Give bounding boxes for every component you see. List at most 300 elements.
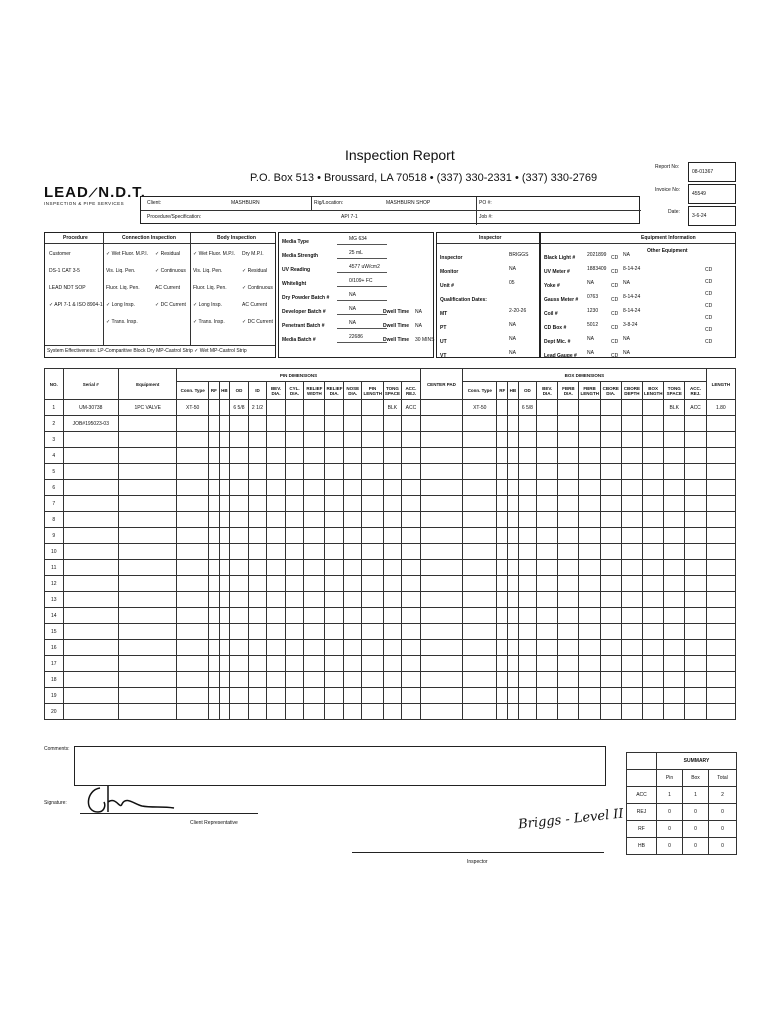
pin-cell — [248, 416, 267, 432]
box-cell — [508, 480, 519, 496]
pin-cell — [177, 576, 209, 592]
equipment-cd: CD — [611, 255, 619, 261]
media-label: Media Batch # — [282, 337, 316, 343]
box-cell — [579, 528, 600, 544]
box-cell — [643, 704, 664, 720]
pin-cell — [383, 640, 402, 656]
pin-cell — [383, 416, 402, 432]
box-cell — [537, 608, 558, 624]
table-row — [45, 544, 736, 560]
pin-cell — [304, 432, 325, 448]
media-value: NA — [349, 292, 356, 298]
box-cell — [579, 512, 600, 528]
box-cell — [508, 672, 519, 688]
table-row — [45, 400, 736, 416]
summary-row — [627, 787, 737, 804]
pin-cell — [230, 576, 249, 592]
pin-cell — [325, 544, 344, 560]
pin-cell — [402, 704, 421, 720]
box-cell — [600, 416, 621, 432]
box-cell — [518, 672, 537, 688]
pin-cell — [209, 464, 220, 480]
procedure-section — [44, 232, 276, 358]
pin-cell — [209, 512, 220, 528]
rig-value: MASHBURN SHOP — [386, 200, 431, 206]
pin-cell — [177, 656, 209, 672]
pin-cell — [343, 464, 362, 480]
box-cell — [558, 608, 579, 624]
row-serial — [63, 480, 119, 496]
box-cell — [508, 640, 519, 656]
box-cell — [497, 560, 508, 576]
row-serial — [63, 496, 119, 512]
pin-cell — [209, 576, 220, 592]
pin-cell — [343, 592, 362, 608]
media-value: 22686 — [349, 334, 363, 340]
box-cell — [685, 704, 706, 720]
pin-cell — [362, 640, 383, 656]
box-cell — [643, 480, 664, 496]
equipment-serial: 2021899 — [587, 252, 607, 258]
row-serial — [63, 688, 119, 704]
pin-cell — [219, 576, 230, 592]
box-cell — [558, 512, 579, 528]
row-equipment — [119, 560, 177, 576]
box-cell — [664, 688, 685, 704]
pin-cell — [267, 656, 286, 672]
box-cell — [497, 480, 508, 496]
box-cell — [558, 624, 579, 640]
pin-cell — [285, 704, 304, 720]
box-col: CBORE DIA. — [600, 382, 621, 400]
box-cell — [463, 560, 497, 576]
box-cell — [621, 448, 642, 464]
row-number: 8 — [45, 512, 64, 528]
pin-cell — [267, 672, 286, 688]
box-cell — [537, 544, 558, 560]
box-cell — [508, 416, 519, 432]
length-cell — [706, 640, 735, 656]
box-cell — [600, 448, 621, 464]
box-cell — [664, 528, 685, 544]
connection-method: ✓ Trans. Insp. — [106, 319, 138, 325]
connection-inspection-head: Connection Inspection — [122, 235, 176, 241]
pin-cell — [209, 416, 220, 432]
pin-cell — [383, 704, 402, 720]
date-label: Date: — [668, 209, 680, 215]
pin-cell — [383, 544, 402, 560]
box-cell: XT-50 — [463, 400, 497, 416]
pin-cell — [267, 400, 286, 416]
pin-cell — [219, 496, 230, 512]
pin-cell — [219, 592, 230, 608]
row-serial — [63, 528, 119, 544]
box-cell — [579, 672, 600, 688]
dwell-time-label: Dwell Time — [383, 337, 410, 343]
box-cell — [518, 704, 537, 720]
box-cell — [600, 704, 621, 720]
box-cell — [600, 672, 621, 688]
client-label: Client: — [147, 200, 162, 206]
box-cell — [621, 672, 642, 688]
pin-cell — [248, 448, 267, 464]
pin-col: Conn. Type — [177, 382, 209, 400]
row-serial — [63, 512, 119, 528]
pin-cell — [267, 592, 286, 608]
box-cell — [685, 544, 706, 560]
box-cell — [508, 400, 519, 416]
equipment-cd: CD — [611, 283, 619, 289]
table-row — [45, 576, 736, 592]
pin-cell — [230, 640, 249, 656]
pin-cell — [177, 544, 209, 560]
pin-cell — [383, 656, 402, 672]
box-cell — [463, 528, 497, 544]
pin-cell — [219, 528, 230, 544]
summary-row — [627, 804, 737, 821]
date-value: 3-6-24 — [688, 206, 736, 226]
report-title: Inspection Report — [345, 147, 455, 163]
connection-method: Vis. Liq. Pen. — [106, 268, 136, 274]
col-equipment: Equipment — [119, 369, 177, 400]
box-cell — [558, 576, 579, 592]
row-equipment — [119, 528, 177, 544]
media-label: Whitelight — [282, 281, 307, 287]
pin-cell — [402, 688, 421, 704]
summary-col-box: Box — [683, 770, 709, 787]
row-serial — [63, 544, 119, 560]
summary-pin: 0 — [657, 804, 683, 821]
pin-cell — [230, 656, 249, 672]
row-equipment — [119, 480, 177, 496]
pin-cell — [267, 448, 286, 464]
pin-cell — [209, 688, 220, 704]
row-number: 4 — [45, 448, 64, 464]
pin-cell — [304, 608, 325, 624]
procedure-head: Procedure — [63, 235, 88, 241]
box-cell — [463, 416, 497, 432]
center-pad-cell — [420, 704, 462, 720]
equipment-label: Gauss Meter # — [544, 297, 579, 303]
row-equipment — [119, 592, 177, 608]
box-cell — [508, 544, 519, 560]
logo-ndt: N.D.T. — [98, 184, 146, 201]
box-cell — [621, 640, 642, 656]
media-value: 4577 uW/cm2 — [349, 264, 380, 270]
pin-cell — [304, 704, 325, 720]
pin-cell — [325, 576, 344, 592]
box-cell — [537, 496, 558, 512]
dwell-time-value: NA — [415, 323, 422, 329]
box-col: FBRB LENGTH — [579, 382, 600, 400]
pin-cell — [248, 496, 267, 512]
box-cell — [643, 496, 664, 512]
media-label: Dry Powder Batch # — [282, 295, 330, 301]
summary-head: SUMMARY — [657, 753, 737, 770]
media-value: MG 634 — [349, 236, 367, 242]
row-equipment: 1PC VALVE — [119, 400, 177, 416]
row-number: 19 — [45, 688, 64, 704]
box-cell — [497, 528, 508, 544]
equipment-serial: NA — [587, 280, 594, 286]
equipment-label: Black Light # — [544, 255, 576, 261]
summary-table — [626, 752, 737, 855]
inspector-section — [436, 232, 540, 358]
pin-col: BEV. DIA. — [267, 382, 286, 400]
row-number: 2 — [45, 416, 64, 432]
box-cell — [558, 464, 579, 480]
job-label: Job #: — [479, 214, 493, 220]
box-cell — [600, 496, 621, 512]
box-cell — [518, 512, 537, 528]
box-cell — [643, 608, 664, 624]
comments-label: Comments: — [44, 746, 70, 752]
pin-cell — [209, 672, 220, 688]
pin-cell — [230, 464, 249, 480]
box-cell — [579, 464, 600, 480]
pin-cell — [219, 448, 230, 464]
pin-cell — [325, 448, 344, 464]
row-number: 17 — [45, 656, 64, 672]
box-cell — [579, 448, 600, 464]
connection-option: AC Current — [155, 285, 181, 291]
box-cell — [621, 496, 642, 512]
box-cell — [621, 512, 642, 528]
pin-cell — [362, 656, 383, 672]
pin-cell — [383, 560, 402, 576]
box-cell — [685, 576, 706, 592]
box-cell — [558, 560, 579, 576]
box-cell — [600, 592, 621, 608]
center-pad-cell — [420, 464, 462, 480]
media-value: NA — [349, 306, 356, 312]
logo-main: LEAD — [44, 184, 89, 201]
center-pad-cell — [420, 560, 462, 576]
pin-cell — [402, 496, 421, 512]
box-cell — [558, 496, 579, 512]
pin-cell — [343, 576, 362, 592]
pin-cell — [343, 624, 362, 640]
pin-cell — [248, 672, 267, 688]
box-cell: 6 5/8 — [518, 400, 537, 416]
box-cell — [463, 576, 497, 592]
pin-cell — [209, 544, 220, 560]
box-cell — [621, 688, 642, 704]
box-cell — [497, 688, 508, 704]
equipment-label: Coil # — [544, 311, 558, 317]
box-cell — [518, 592, 537, 608]
pin-cell — [267, 704, 286, 720]
box-col: HB — [508, 382, 519, 400]
box-cell — [497, 400, 508, 416]
inspector-label-row: PT — [440, 325, 447, 331]
pin-cell — [362, 688, 383, 704]
pin-cell — [248, 544, 267, 560]
pin-cell — [362, 528, 383, 544]
pin-cell — [248, 480, 267, 496]
pin-cell — [285, 512, 304, 528]
body-method: ✓ Wet Fluor. M.P.I. — [193, 251, 236, 257]
other-equipment-cd: CD — [705, 315, 713, 321]
pin-cell — [304, 656, 325, 672]
pin-cell — [267, 560, 286, 576]
pin-cell — [248, 528, 267, 544]
box-cell — [579, 592, 600, 608]
pin-cell — [343, 448, 362, 464]
box-cell — [508, 464, 519, 480]
box-cell — [508, 688, 519, 704]
summary-box: 0 — [683, 838, 709, 855]
length-cell: 1.80 — [706, 400, 735, 416]
pin-cell — [209, 432, 220, 448]
box-cell — [518, 432, 537, 448]
pin-cell — [343, 704, 362, 720]
box-cell — [664, 592, 685, 608]
box-cell — [537, 640, 558, 656]
summary-label: ACC — [627, 787, 657, 804]
box-cell — [621, 432, 642, 448]
body-inspection-head: Body Inspection — [217, 235, 256, 241]
pin-cell — [304, 624, 325, 640]
box-cell — [558, 544, 579, 560]
row-serial — [63, 448, 119, 464]
pin-cell — [177, 592, 209, 608]
box-cell — [685, 432, 706, 448]
pin-cell — [325, 432, 344, 448]
body-method: ✓ Trans. Insp. — [193, 319, 225, 325]
pin-cell — [304, 688, 325, 704]
body-option: AC Current — [242, 302, 268, 308]
pin-cell — [402, 512, 421, 528]
pin-cell — [402, 672, 421, 688]
comments-box — [74, 746, 606, 786]
row-number: 11 — [45, 560, 64, 576]
pin-cell — [230, 416, 249, 432]
pin-cell — [177, 608, 209, 624]
box-cell: ACC — [685, 400, 706, 416]
pin-cell — [230, 448, 249, 464]
pin-cell — [219, 512, 230, 528]
box-cell — [463, 464, 497, 480]
pin-cell — [177, 688, 209, 704]
pin-cell — [304, 640, 325, 656]
inspector-value: 05 — [509, 280, 515, 286]
row-number: 7 — [45, 496, 64, 512]
box-cell — [685, 512, 706, 528]
center-pad-cell — [420, 496, 462, 512]
row-equipment — [119, 544, 177, 560]
box-cell — [508, 656, 519, 672]
equipment-date: 8-14-24 — [623, 266, 641, 272]
row-equipment — [119, 656, 177, 672]
pin-cell — [362, 496, 383, 512]
pin-cell — [248, 624, 267, 640]
row-number: 18 — [45, 672, 64, 688]
box-cell — [664, 512, 685, 528]
pin-cell — [267, 576, 286, 592]
pin-cell — [362, 576, 383, 592]
box-cell — [537, 624, 558, 640]
pin-col: RELIEF DIA. — [325, 382, 344, 400]
table-row — [45, 640, 736, 656]
box-cell — [518, 464, 537, 480]
pin-cell — [402, 576, 421, 592]
pin-cell — [325, 672, 344, 688]
other-equipment-cd: CD — [705, 339, 713, 345]
pin-cell — [325, 704, 344, 720]
equipment-label: Lead Gauge # — [544, 353, 577, 359]
row-number: 3 — [45, 432, 64, 448]
box-cell — [508, 592, 519, 608]
inspector-label-row: Unit # — [440, 283, 454, 289]
box-cell — [643, 416, 664, 432]
box-cell — [508, 432, 519, 448]
table-row — [45, 432, 736, 448]
box-cell — [537, 432, 558, 448]
media-label: Developer Batch # — [282, 309, 326, 315]
pin-cell — [230, 496, 249, 512]
pin-cell: XT-50 — [177, 400, 209, 416]
table-row — [45, 608, 736, 624]
row-equipment — [119, 672, 177, 688]
pin-cell — [304, 400, 325, 416]
pin-cell — [230, 704, 249, 720]
media-section — [278, 232, 434, 358]
pin-cell — [267, 496, 286, 512]
length-cell — [706, 576, 735, 592]
box-cell — [579, 576, 600, 592]
pin-cell — [402, 448, 421, 464]
box-cell — [558, 416, 579, 432]
logo-subtitle: INSPECTION & PIPE SERVICES — [44, 201, 125, 206]
table-row — [45, 416, 736, 432]
box-col: ACC. REJ. — [685, 382, 706, 400]
box-cell — [664, 416, 685, 432]
box-cell — [558, 480, 579, 496]
length-cell — [706, 608, 735, 624]
procedure-item: ✓ API 7-1 & ISO 8904-1 — [49, 302, 103, 308]
box-cell — [600, 528, 621, 544]
box-cell — [621, 544, 642, 560]
summary-box: 1 — [683, 787, 709, 804]
box-cell — [685, 672, 706, 688]
equipment-serial: NA — [587, 350, 594, 356]
pin-cell — [304, 528, 325, 544]
inspector-label-row: Qualification Dates: — [440, 297, 487, 303]
center-pad-cell — [420, 576, 462, 592]
client-representative-label: Client Representative — [190, 820, 238, 826]
dwell-time-label: Dwell Time — [383, 323, 410, 329]
pin-cell — [267, 432, 286, 448]
system-effectiveness: System Effectiveness: LP-Comparitive Block Dry MP-Castrol Strip ✓ Wet MP-Castrol Strip — [47, 348, 247, 354]
box-cell — [600, 544, 621, 560]
pin-cell — [230, 560, 249, 576]
box-cell — [497, 576, 508, 592]
pin-cell — [383, 672, 402, 688]
pin-col: TONG SPACE — [383, 382, 402, 400]
media-label: Media Strength — [282, 253, 319, 259]
pin-cell — [285, 416, 304, 432]
media-value: 25 mL — [349, 250, 363, 256]
box-cell — [497, 592, 508, 608]
box-cell — [664, 672, 685, 688]
box-cell — [508, 448, 519, 464]
equipment-section — [540, 232, 736, 358]
box-cell — [518, 576, 537, 592]
report-no-value: 08-01367 — [688, 162, 736, 182]
pin-col: CYL. DIA. — [285, 382, 304, 400]
pin-cell — [343, 544, 362, 560]
